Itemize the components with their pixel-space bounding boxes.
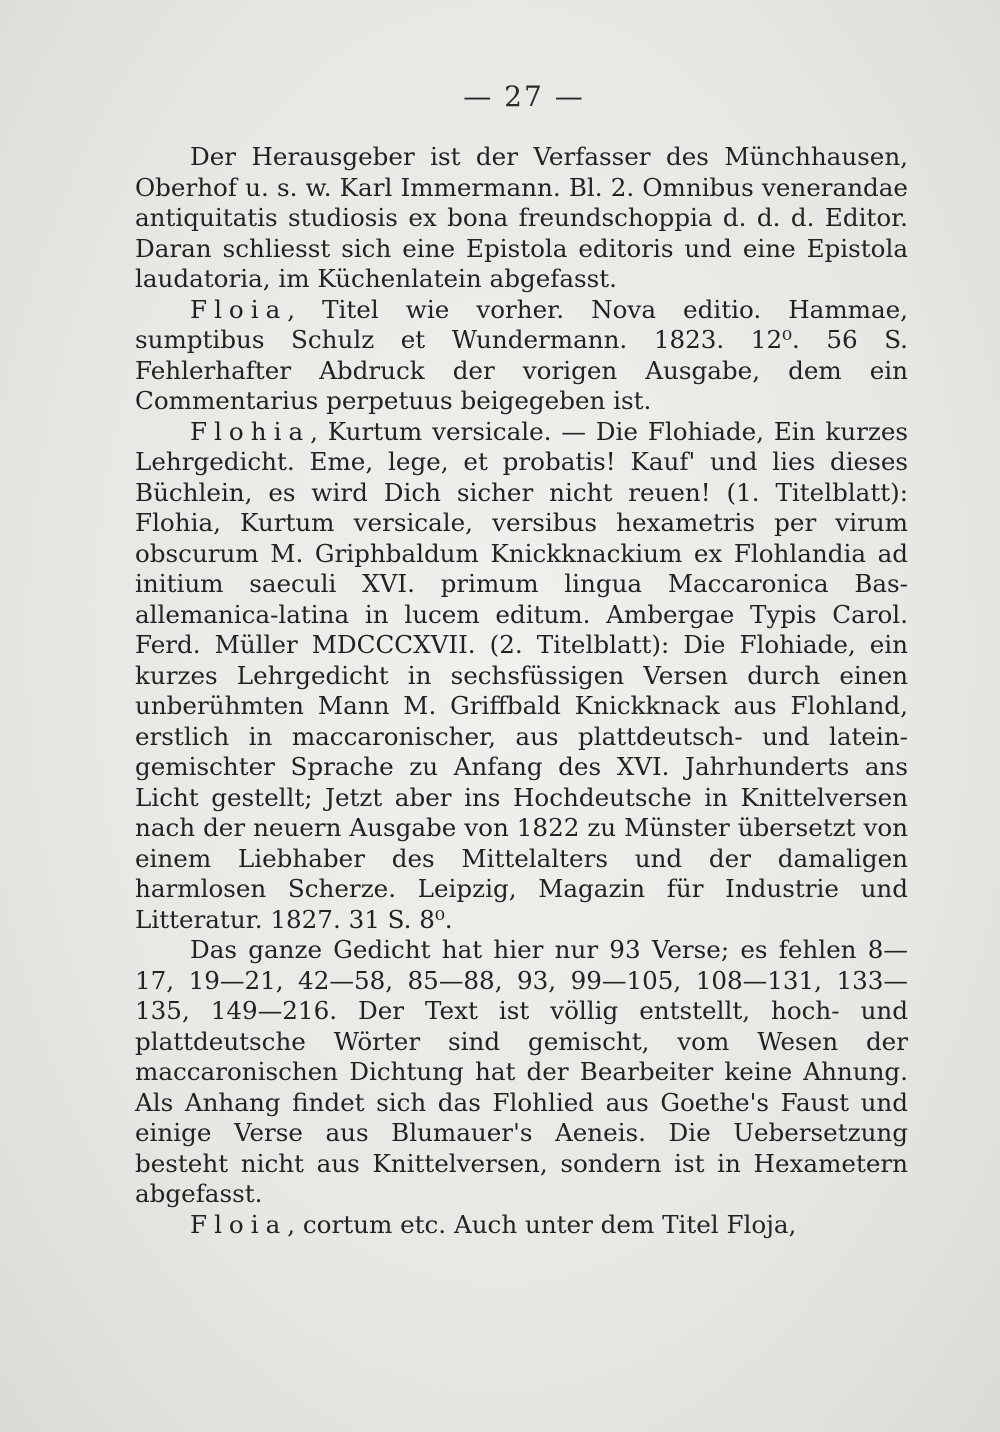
spaced-title-flohia: Flohia <box>190 416 311 446</box>
paragraph-text: , Titel wie vorher. Nova editio. Hammae, sumptibus Schulz et Wundermann. 1823. 12⁰. 56 S. Fehlerhafter Abdruck der vorigen Ausgabe, dem ein Commentarius perpetuus beigegeben ist. <box>135 294 908 415</box>
paragraph-flohia <box>135 417 908 936</box>
spaced-title-floia: Floia <box>190 1209 288 1239</box>
spaced-title-floia: Floia <box>190 294 288 324</box>
paragraph-floia-cortum <box>135 1210 908 1241</box>
paragraph-text: , cortum etc. Auch unter dem Titel Floja, <box>287 1209 797 1239</box>
paragraph-gedicht <box>135 935 908 1210</box>
page-number: — 27 — <box>463 80 585 113</box>
paragraph-floia-nova-editio <box>135 295 908 417</box>
paragraph-text: Das ganze Gedicht hat hier nur 93 Verse; es fehlen 8—17, 19—21, 42—58, 85—88, 93, 99—105, 108—131, 133—135, 149—216. Der Text ist völlig entstellt, hoch- und plattdeutsche Wörter sind gemischt, vom Wesen der maccaronischen Dichtung hat der Bearbeiter keine Ahnung. Als Anhang findet sich das Flohlied aus Goethe's Faust und einige Verse aus Blumauer's Aeneis. Die Uebersetzung besteht nicht aus Knittelversen, sondern ist in Hexametern abgefasst. <box>135 935 908 1208</box>
paragraph-text: Der Herausgeber ist der Verfasser des Münchhausen, Oberhof u. s. w. Karl Immermann. Bl. 2. Omnibus venerandae antiquitatis studiosis ex bona freundschoppia d. d. d. Editor. Daran schliesst sich eine Epistola editoris und eine Epistola laudatoria, im Küchenlatein abgefasst. <box>135 142 908 293</box>
paragraph-herausgeber <box>135 142 908 295</box>
page-body-text <box>135 142 908 1240</box>
paragraph-text: , Kurtum versicale. — Die Flohiade, Ein kurzes Lehrgedicht. Eme, lege, et probatis! Kauf' und lies dieses Büchlein, es wird Dich sicher nicht reuen! (1. Titelblatt): Flohia, Kurtum versicale, versibus hexametris per virum obscurum M. Griphbaldum Knickknackium ex Flohlandia ad initium saeculi XVI. primum lingua Maccaronica Bas-allemanica-latina in lucem editum. Ambergae Typis Carol. Ferd. Müller MDCCCXVII. (2. Titelblatt): Die Flohiade, ein kurzes Lehrgedicht in sechsfüssigen Versen durch einen unberühmten Mann M. Griffbald Knickknack aus Flohland, erstlich in maccaronischer, aus plattdeutsch- und latein-gemischter Sprache zu Anfang des XVI. Jahrhunderts ans Licht gestellt; Jetzt aber ins Hochdeutsche in Knittelversen nach der neuern Ausgabe von 1822 zu Münster übersetzt von einem Liebhaber des Mittelalters und der damaligen harmlosen Scherze. Leipzig, Magazin für Industrie und Litteratur. 1827. 31 S. 8⁰. <box>135 416 908 934</box>
